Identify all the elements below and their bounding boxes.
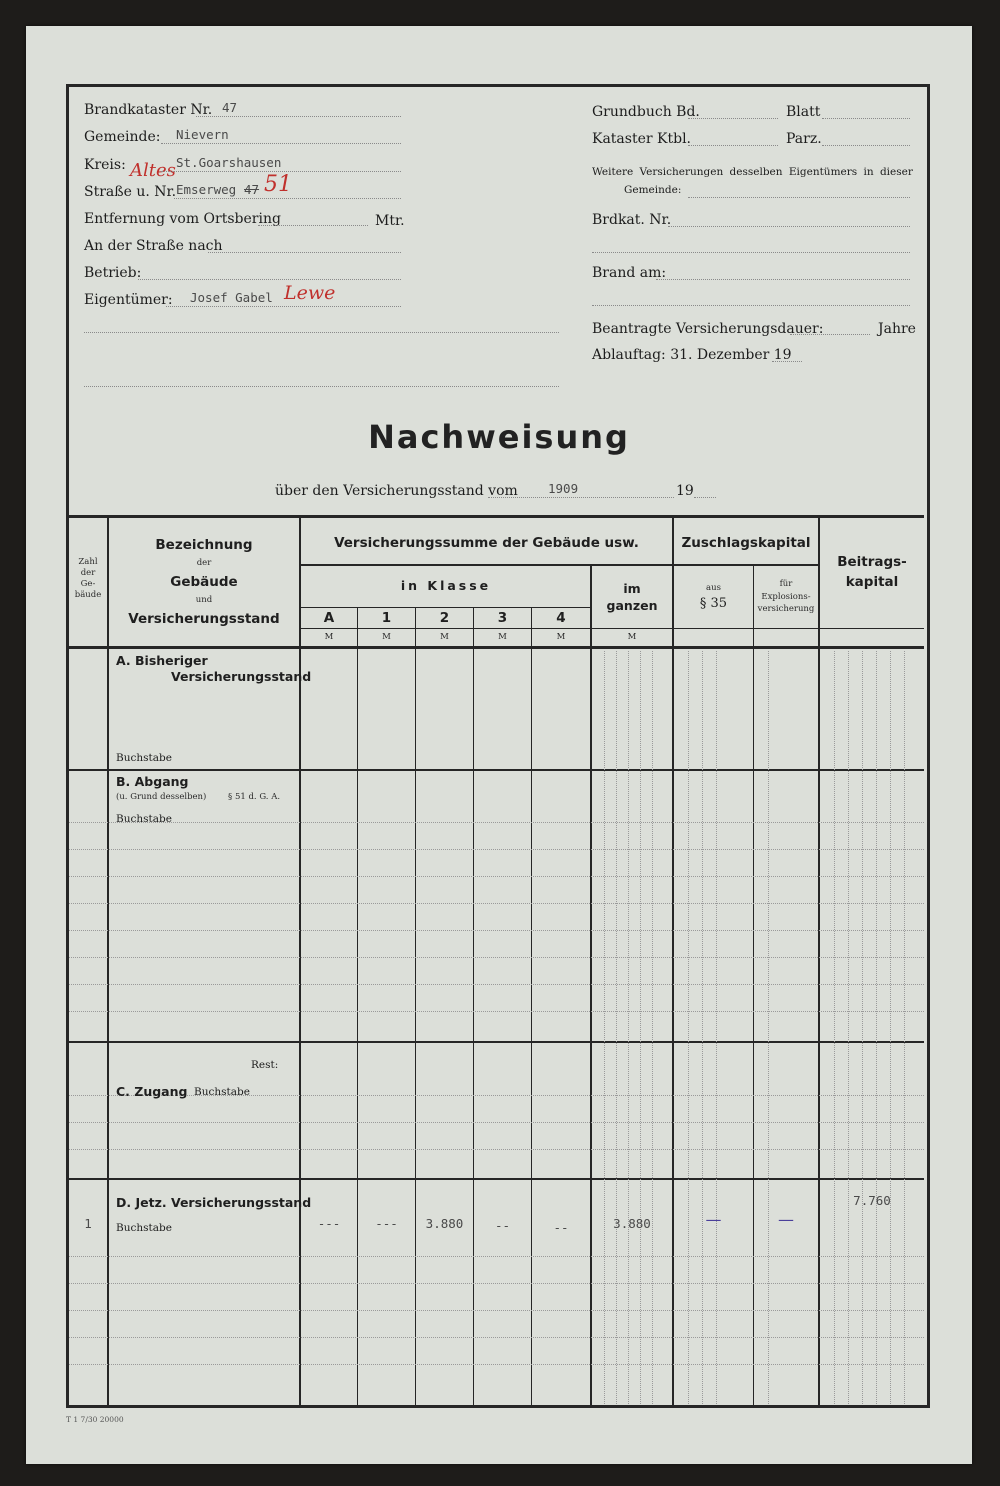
row-guide-4 (69, 903, 924, 904)
col-line-2 (473, 608, 474, 1405)
blatt-label: Blatt (786, 104, 821, 120)
row-guide-14 (69, 1310, 924, 1311)
dauer-label: Beantragte Versicherungsdauer: (592, 321, 824, 337)
guide-g2 (616, 651, 617, 1404)
guide-g4 (640, 651, 641, 1404)
currency-ganzen: M (627, 632, 637, 642)
strasse-nach-label: An der Straße nach (84, 238, 223, 254)
guide-z2 (702, 651, 703, 1404)
hdr-klasse-a: A (323, 610, 335, 626)
strasse-value: Emserweg (176, 182, 237, 197)
weitere-text-1: Weitere Versicherungen desselben Eigentümers in dieser (592, 166, 913, 178)
hdr-summe: Versicherungssumme der Gebäude usw. (334, 535, 639, 551)
form-sheet (26, 26, 972, 1464)
col-line-1 (415, 608, 416, 1405)
rest-label: Rest: (251, 1059, 279, 1071)
hdr-klasse-3: 3 (497, 610, 508, 626)
brandkataster-label: Brandkataster Nr. (84, 102, 213, 118)
section-d-title: D. Jetz. Versicherungsstand (116, 1195, 312, 1210)
row-guide-2 (69, 849, 924, 850)
row-guide-7 (69, 984, 924, 985)
brand-label: Brand am: (592, 265, 667, 281)
col-line-a (357, 608, 358, 1405)
guide-b5 (890, 651, 891, 1404)
row-guide-15 (69, 1337, 924, 1338)
hdr-bottom-rule (66, 646, 924, 649)
currency-1: M (382, 632, 391, 642)
row-guide-16 (69, 1364, 924, 1365)
row-d-beitrag: 7.760 (853, 1193, 891, 1208)
row-d-k2: 3.880 (425, 1216, 464, 1231)
grundbuch-label: Grundbuch Bd. (592, 104, 700, 120)
hdr-rule-summe (299, 564, 673, 566)
hdr-explosion-2: versicherung (757, 604, 815, 614)
row-guide-6 (69, 957, 924, 958)
entfernung-label: Entfernung vom Ortsbering (84, 211, 281, 227)
currency-a: M (324, 632, 334, 642)
section-rule-ab (66, 769, 924, 771)
gemeinde-label: Gemeinde: (84, 129, 161, 145)
guide-e1 (768, 651, 769, 1404)
row-guide-3 (69, 876, 924, 877)
hdr-klasse-2: 2 (439, 610, 450, 626)
parz-label: Parz. (786, 131, 822, 147)
row-d-explosion: — (778, 1210, 794, 1229)
currency-2: M (440, 632, 449, 642)
col-line-4 (590, 566, 592, 1405)
brandkataster-value: 47 (222, 100, 238, 115)
guide-b4 (876, 651, 877, 1404)
ablauf-label: Ablauftag: 31. Dezember 19 (592, 347, 792, 363)
section-b-sub: (u. Grund desselben) (116, 792, 207, 802)
page-title: Nachweisung (368, 418, 630, 456)
hdr-zuschlag: Zuschlagskapital (681, 535, 811, 551)
row-guide-5 (69, 930, 924, 931)
hdr-gebaeude: Gebäude (170, 574, 238, 590)
row-guide-11 (69, 1149, 924, 1150)
stand-year-prefix: 19 (676, 483, 694, 499)
currency-4: M (556, 632, 566, 642)
kreis-value: St.Goarshausen (176, 155, 282, 170)
guide-b3 (862, 651, 863, 1404)
guide-g5 (652, 651, 653, 1404)
section-rule-cd (66, 1178, 924, 1180)
hdr-ganzen: ganzen (606, 598, 658, 613)
hdr-bezeichnung: Bezeichnung (155, 537, 253, 553)
row-d-k4: -- (553, 1220, 569, 1235)
section-rule-bc (66, 1041, 924, 1043)
section-b-title: B. Abgang (116, 774, 189, 789)
guide-b2 (848, 651, 849, 1404)
guide-g1 (604, 651, 605, 1404)
strasse-handwritten-number: 51 (264, 172, 292, 197)
kreis-handwritten: Altes (130, 160, 176, 181)
table-top-rule (66, 515, 924, 518)
row-d-k3: -- (494, 1218, 511, 1233)
hdr-bez-der: der (196, 558, 212, 568)
eigentuemer-handwritten: Lewe (284, 282, 336, 304)
currency-3: M (498, 632, 507, 642)
hdr-versicherungsstand: Versicherungsstand (128, 611, 280, 627)
section-b-para: § 51 d. G. A. (228, 792, 281, 802)
hdr-klasse-1: 1 (381, 610, 392, 626)
stand-label: über den Versicherungsstand vom (275, 483, 518, 499)
row-guide-12 (69, 1256, 924, 1257)
hdr-beitrag-2: kapital (845, 574, 899, 590)
section-d-buchstabe: Buchstabe (116, 1222, 172, 1234)
strasse-struck-number: 47 (244, 182, 260, 197)
section-b-buchstabe: Buchstabe (116, 813, 172, 825)
row-guide-8 (69, 1011, 924, 1012)
kataster-label: Kataster Ktbl. (592, 131, 691, 147)
hdr-rule-klasse (299, 607, 591, 608)
row-d-a: --- (317, 1216, 341, 1231)
hdr-im: im (623, 581, 641, 596)
col-line-ganzen (672, 518, 674, 1405)
betrieb-label: Betrieb: (84, 265, 142, 281)
col-line-zahl (107, 518, 109, 1405)
guide-b1 (834, 651, 835, 1404)
gemeinde-value: Nievern (176, 127, 229, 142)
section-a-buchstabe: Buchstabe (116, 752, 172, 764)
eigentuemer-value: Josef Gabel (190, 290, 273, 305)
eigentuemer-label: Eigentümer: (84, 292, 173, 308)
hdr-explosion-1: Explosions- (761, 592, 811, 602)
guide-z3 (716, 651, 717, 1404)
hdr-bez-und: und (195, 595, 213, 605)
hdr-zahl: Zahl der Ge- bäude (74, 557, 102, 600)
stand-date: 1909 (548, 481, 579, 496)
section-c-buchstabe: Buchstabe (194, 1086, 250, 1098)
row-guide-1 (69, 822, 924, 823)
row-guide-13 (69, 1283, 924, 1284)
hdr-rule-zuschlag (672, 564, 820, 566)
col-line-bez (299, 518, 301, 1405)
row-guide-10 (69, 1122, 924, 1123)
dauer-unit: Jahre (878, 321, 916, 337)
hdr-aus: aus (706, 583, 721, 593)
col-line-explosion (818, 518, 820, 1405)
col-line-3 (531, 608, 532, 1405)
strasse-label: Straße u. Nr. (84, 184, 177, 200)
row-d-ganzen: 3.880 (613, 1216, 651, 1231)
hdr-klasse-4: 4 (556, 610, 566, 626)
guide-z1 (688, 651, 689, 1404)
hdr-rule-currency (299, 628, 924, 629)
guide-b6 (904, 651, 905, 1404)
guide-g3 (628, 651, 629, 1404)
hdr-beitrag-1: Beitrags- (837, 554, 907, 570)
kreis-label: Kreis: (84, 157, 126, 173)
print-code: T 1 7/30 20000 (66, 1415, 124, 1424)
row-d-k1: --- (375, 1216, 398, 1231)
brdkat-label: Brdkat. Nr. (592, 212, 672, 228)
hdr-par35: § 35 (699, 596, 728, 611)
entfernung-unit: Mtr. (375, 213, 405, 229)
section-a-title: A. Bisheriger (116, 653, 208, 668)
hdr-in-klasse: in Klasse (400, 578, 492, 593)
col-line-aus35 (753, 566, 754, 1405)
weitere-text-2: Gemeinde: (624, 184, 682, 196)
section-a-title-2: Versicherungsstand (171, 669, 312, 684)
hdr-fuer: für (779, 579, 793, 589)
row-d-aus35: — (705, 1210, 722, 1229)
row-d-zahl: 1 (84, 1216, 92, 1231)
section-c-title: C. Zugang (116, 1084, 188, 1099)
